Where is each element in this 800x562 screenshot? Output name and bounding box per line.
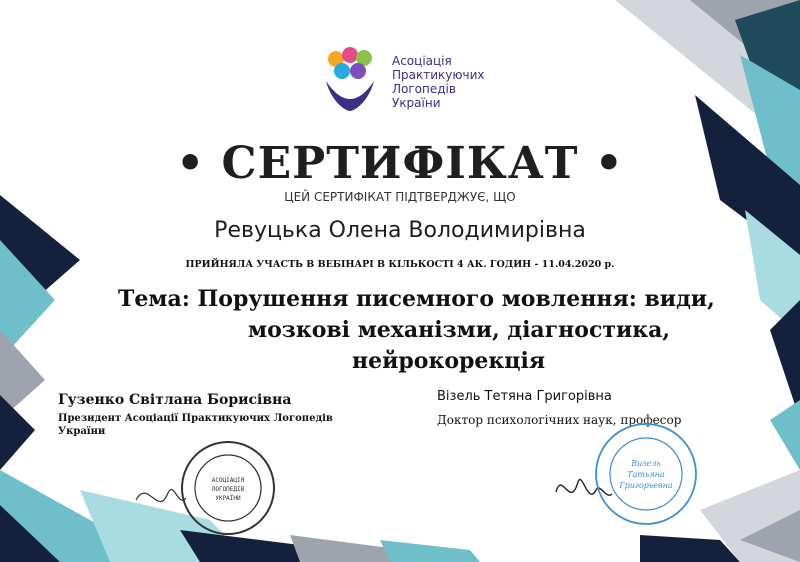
certificate-subtitle: ЦЕЙ СЕРТИФІКАТ ПІДТВЕРДЖУЄ, ЩО	[284, 190, 516, 204]
organization-name	[392, 54, 484, 110]
participation-statement: ПРИЙНЯЛА УЧАСТЬ В ВЕБІНАРІ В КІЛЬКОСТІ 4 АК. ГОДИН - 11.04.2020 р.	[185, 259, 615, 270]
deco-shape	[0, 395, 35, 470]
right-signatory-role: Доктор психологічних наук, професор	[437, 413, 682, 427]
deco-shape	[770, 400, 800, 470]
logo-face	[342, 47, 358, 63]
topic-line: Тема: Порушення писемного мовлення: види,	[118, 286, 715, 312]
right-signature	[556, 480, 612, 496]
deco-shape	[380, 540, 480, 562]
stamp-text: Визель	[631, 459, 661, 468]
left-signatory-role: Президент Асоціації Практикуючих Логопедів України	[58, 413, 333, 437]
logo-face	[350, 63, 366, 79]
organization-name-line: Асоціація	[392, 54, 452, 68]
topic-line: нейрокорекція	[352, 348, 546, 374]
right-signatory-name: Візель Тетяна Григорівна	[437, 389, 612, 404]
deco-shape	[770, 300, 800, 420]
stamp-text: Татьяна	[627, 470, 665, 479]
stamp-text: УКРАЇНИ	[215, 495, 241, 502]
organization-name-line: Практикуючих	[392, 68, 485, 82]
left-stamp	[128, 438, 278, 538]
left-signature	[136, 489, 186, 501]
logo-hands	[326, 81, 374, 111]
stamp-text: АСОЦІАЦІЯ	[211, 477, 245, 484]
organization-name-line: Логопедів	[392, 82, 456, 96]
topic-line: мозкові механізми, діагностика,	[248, 317, 671, 343]
stamp-text: Григорьевна	[619, 481, 673, 490]
webinar-topic	[118, 284, 718, 377]
deco-shape	[290, 535, 400, 562]
certificate-title: • СЕРТИФІКАТ •	[176, 138, 624, 189]
logo-face	[334, 63, 350, 79]
organization-name-line: України	[392, 96, 441, 110]
right-stamp	[548, 420, 708, 530]
recipient-name: Ревуцька Олена Володимирівна	[214, 218, 586, 243]
left-signatory-name: Гузенко Світлана Борисівна	[58, 392, 292, 408]
stamp-text: ЛОГОПЕДІВ	[211, 486, 245, 493]
